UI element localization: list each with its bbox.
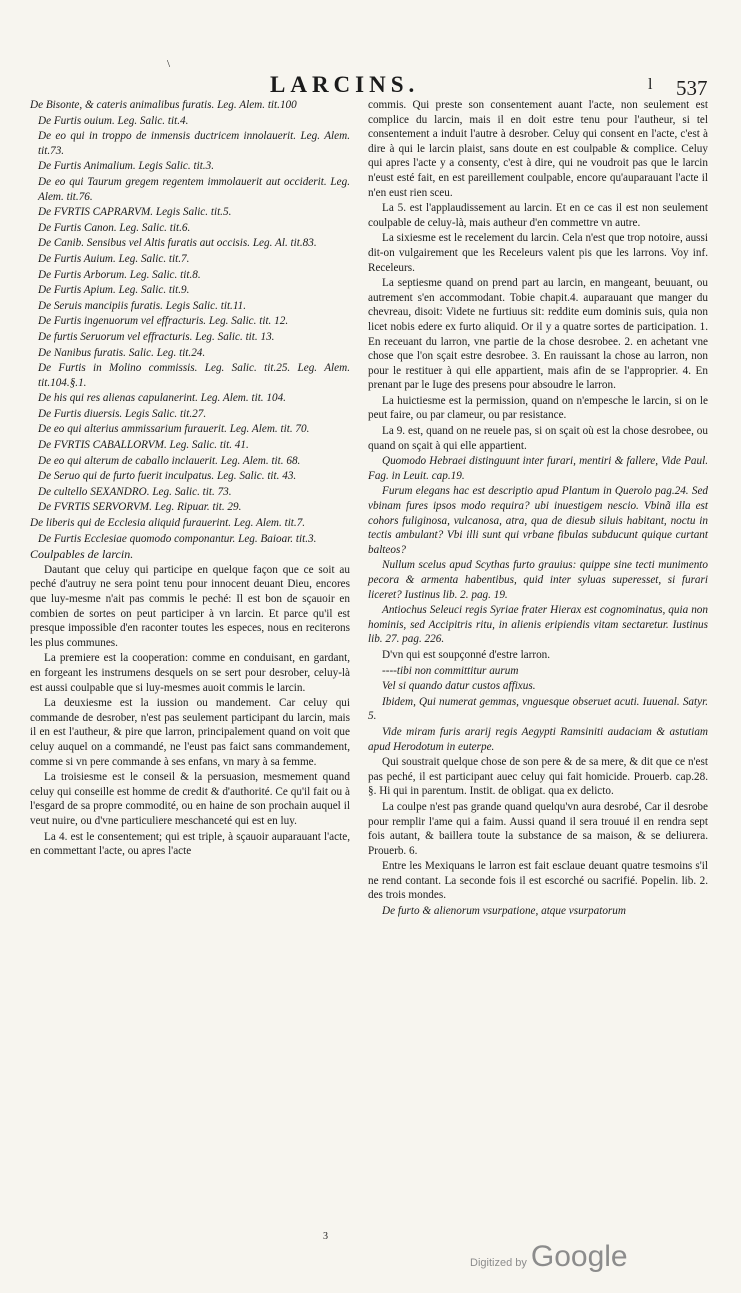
body-paragraph: commis. Qui preste son consentement auant l'acte, non seulement est complice du larcin, mais il en doit estre tenu pour l'autheur, si tel consentement a induit l'autre à desrober. Celuy qui consent en l'acte, c'est à dire à qui le larcin plaist, sans doute en est coulpable & complice. Celuy qui apres l'acte y a consenty, c'est à dire, qui ne voudroit pas que le larcin n'eust esté fait, en est pareillement coulpable, encore qu'auparauant l'acte il n'en eust rien sceu. [368,99,708,199]
body-paragraph: La huictiesme est la permission, quand on n'empesche le larcin, si on le peut faire, ou par clameur, ou par resistance. [368,394,708,422]
body-line: D'vn qui est soupçonné d'estre larron. [382,648,551,661]
latin-quote: Vide miram furis ararij regis Aegypti Ramsiniti audaciam & astutiam apud Herodotum in euterpe. [368,725,708,753]
latin-quote: De furto & alienorum vsurpatione, atque vsurpatorum [382,905,626,918]
latin-quote: Quomodo Hebraei distinguunt inter furari, mentiri & fallere, Vide Paul. Fag. in Leuit. cap.19. [368,455,708,482]
body-paragraph: La deuxiesme est la iussion ou mandement. Car celuy qui commande de desrober, n'est pas seulement participant du larcin, mais il en est l'autheur, & pire que larron, principalement quand on voit que celuy auquel on a commandé, ne l'eust pas faict sans commandement, comme si vn pere commande à ses enfans, vn mary à sa femme. [30,697,350,768]
reference-line: De Furtis Arborum. Leg. Salic. tit.8. [38,268,201,281]
section-heading: Coulpables de larcin. [30,547,134,562]
body-paragraph: La 4. est le consentement; qui est triple, à sçauoir auparauant l'acte, en commettant l'acte, ou apres l'acte [30,830,350,858]
google-watermark [470,1240,628,1274]
reference-line: De Furtis Auium. Leg. Salic. tit.7. [38,252,190,265]
reference-line: De Furtis Apium. Leg. Salic. tit.9. [38,284,190,297]
reference-line: De FVRTIS CAPRARVM. Legis Salic. tit.5. [38,206,232,219]
reference-line: De Furtis diuersis. Legis Salic. tit.27. [38,407,207,420]
page-number: 537 [676,76,708,100]
reference-line: De cultello SEXANDRO. Leg. Salic. tit. 73. [38,485,232,498]
reference-line: De eo qui alterum de caballo inclauerit. Leg. Alem. tit. 68. [38,454,301,467]
reference-line: De eo qui alterius ammissarium furauerit. Leg. Alem. tit. 70. [38,423,310,436]
reference-line: De FVRTIS CABALLORVM. Leg. Salic. tit. 41. [38,439,249,452]
signature-mark: 3 [323,1231,328,1242]
body-paragraph: La septiesme quand on prend part au larcin, en mangeant, beuuant, ou autrement s'en accommodant. Tobie chapit.4. auparauant que manger du chevreau, disoit: Videte ne furtiuus sit: reddite eum dominis suis, quia non licet nobis edere ex furto aliquid. Or il y a quatre sortes de participation. 1. En receuant du larron, vne partie de la chose desrobee. 2. en achetant vne chose que l'on sçait estre desrobee. 3. En rauissant la chose au larron, non pour le restituer à qui elle appartient, mais afin de se l'approprier. 4. En prenant par le Iuge des presens pour absoudre le larron. [368,277,708,392]
reference-line: De Furtis Animalium. Legis Salic. tit.3. [38,160,214,173]
left-column [30,98,350,860]
reference-line: De Furtis Ecclesiae quomodo componantur. Leg. Baioar. tit.3. [38,532,317,545]
latin-quote: ----tibi non committitur aurum [382,664,519,677]
margin-mark: \ [167,58,171,70]
right-column [368,98,708,920]
body-paragraph: La premiere est la cooperation: comme en conduisant, en gardant, en forgeant les instrumens desquels on se sert pour desrober, celuy-là est aussi coulpable que si luy-mesmes auoit commis le larcin. [30,652,350,694]
body-paragraph: Entre les Mexiquans le larron est fait esclaue deuant quatre tesmoins s'il ne rend contant. La seconde fois il est escorché ou sacrifié. Popelin. lib. 2. des trois mondes. [368,860,708,902]
running-title: LARCINS. [270,72,420,97]
reference-line: De furtis Seruorum vel effracturis. Leg. Salic. tit. 13. [38,330,275,343]
header-mark: l [648,76,653,93]
body-paragraph: La 9. est, quand on ne reuele pas, si on sçait où est la chose desrobee, ou quand on sçait à qui elle appartient. [368,425,708,452]
latin-quote: Antiochus Seleuci regis Syriae frater Hierax est cognominatus, quia non hominis, sed Accipitris ritu, in alienis eripiendis vitam sectaretur. Iustinus lib. 27. pag. 226. [368,604,708,646]
latin-quote: Vel si quando datur custos affixus. [382,680,536,693]
reference-line: De Seruo qui de furto fuerit inculpatus. Leg. Salic. tit. 43. [38,470,297,483]
reference-line: De Seruis mancipiis furatis. Legis Salic. tit.11. [38,299,247,312]
reference-line: De Furtis ouium. Leg. Salic. tit.4. [38,114,189,127]
body-paragraph: La 5. est l'applaudissement au larcin. Et en ce cas il est non seulement coulpable de celuy-là, mais autheur d'en commettre vn autre. [368,202,708,229]
body-paragraph: La sixiesme est le recelement du larcin. Cela n'est que trop notoire, aussi dit-on vulgairement que les Receleurs valent pis que les larrons. Voy inf. Receleurs. [368,232,708,274]
body-paragraph: Qui soustrait quelque chose de son pere & de sa mere, & dit que ce n'est pas peché, il est participant auec celuy qui fait homicide. Prouerb. cap.28. §. Hi qui in parentum. Instit. de obligat. qua ex delicto. [368,756,708,798]
latin-quote: Furum elegans hac est descriptio apud Plantum in Querolo pag.24. Sed vbinam fures ipsos modo requira? ubi inuestigem nescio. Vbinã illa est cohors fuliginosa, vulcanosa, atra, qua de diesub siluis habitant, noctu in tectis ambulant? Vbi illi sunt qui vrbane fibulas subducunt quique curtant balteos? [368,485,708,556]
digitized-by-label: Digitized by [470,1257,527,1269]
reference-line: De his qui res alienas capulanerint. Leg. Alem. tit. 104. [38,392,286,405]
body-paragraph: La coulpe n'est pas grande quand quelqu'vn aura desrobé, Car il desrobe pour remplir l'ame qui a faim. Aussi quand il sera trouué il en rendra sept fois autant, & baillera toute la substance de sa maison, & se deliurera. Prouerb. 6. [368,800,708,857]
reference-line: De Furtis Canon. Leg. Salic. tit.6. [38,221,191,234]
reference-line: De Nanibus furatis. Salic. Leg. tit.24. [38,346,206,359]
reference-line: De Furtis ingenuorum vel effracturis. Leg. Salic. tit. 12. [38,315,289,328]
body-paragraph: La troisiesme est le conseil & la persuasion, mesmement quand celuy qui conseille est homme de credit & d'authorité. Ce qu'il fait ou à l'esgard de sa propre commodité, ou en haine de son prochain auquel il veut nuire, ou d'vne particuliere meschanceté qui est en luy. [30,771,350,827]
reference-line: De FVRTIS SERVORVM. Leg. Ripuar. tit. 29. [38,501,242,514]
reference-line: De Bisonte, & cateris animalibus furatis. Leg. Alem. tit.100 [30,99,297,111]
latin-quote: Nullum scelus apud Scythas furto grauius: quippe sine tecti munimento pecora & armenta habentibus, quid inter syluas superesset, si furari liceret? Iustinus lib. 2. pag. 19. [368,559,708,601]
reference-line: De eo qui in troppo de inmensis ductricem innolauerit. Leg. Alem. tit.73. [38,130,350,157]
reference-line: De Furtis in Molino commissis. Leg. Salic. tit.25. Leg. Alem. tit.104.§.1. [38,362,350,389]
google-logo: Google [530,1240,628,1273]
body-paragraph: Dautant que celuy qui participe en quelque façon que ce soit au peché d'autruy ne sera point tenu pour innocent deuant Dieu, encores que luy-mesme n'ait pas commis le peché: Il est bon de sçauoir en combien de sortes on peut participer à vn larcin. Et parce qu'il est presque impossible d'en raconter toutes les especes, nous en reciterons les plus communes. [30,563,350,649]
reference-line: De liberis qui de Ecclesia aliquid furauerint. Leg. Alem. tit.7. [30,517,306,530]
latin-quote: Ibidem, Qui numerat gemmas, vnguesque obseruet acuti. Iuuenal. Satyr. 5. [368,695,708,723]
reference-line: De Canib. Sensibus vel Altis furatis aut occisis. Leg. Al. tit.83. [38,237,317,250]
reference-line: De eo qui Taurum gregem regentem immolauerit aut occiderit. Leg. Alem. tit.76. [38,175,350,203]
